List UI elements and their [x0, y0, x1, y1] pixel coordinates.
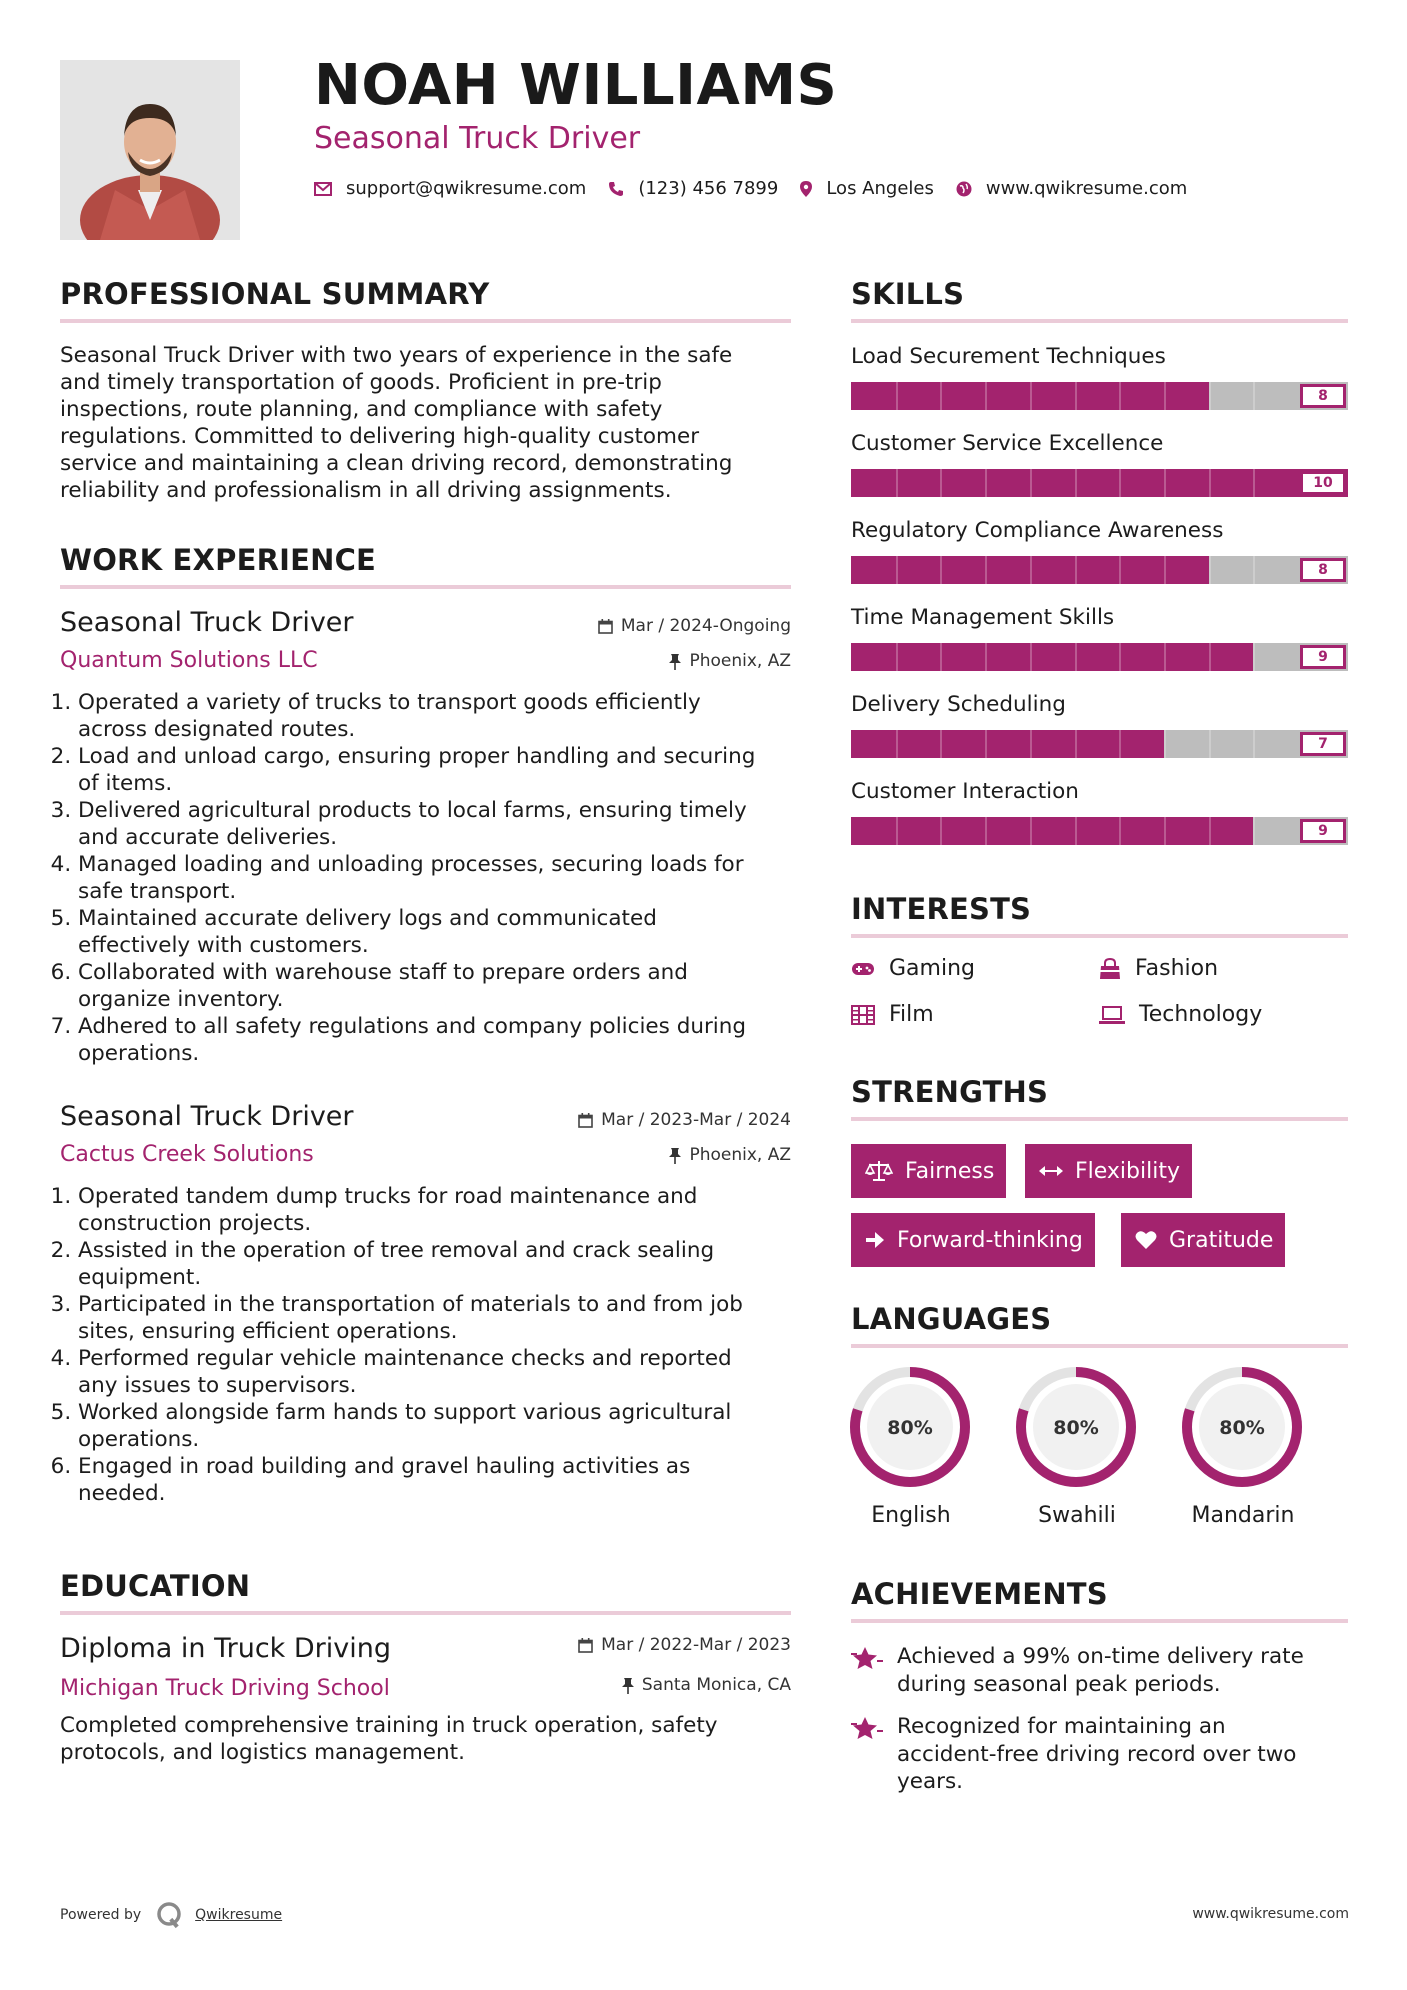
achievement-line: years. [897, 1769, 964, 1794]
interest-gaming [851, 956, 975, 981]
duty-line: 3. Delivered agricultural products to local farms, ensuring timely [78, 798, 747, 823]
brand-link[interactable]: Qwikresume [195, 1907, 283, 1923]
strength-label: Flexibility [1075, 1158, 1180, 1184]
skill-score: 8 [1300, 384, 1346, 408]
skill-score: 7 [1300, 732, 1346, 756]
summary-line: Seasonal Truck Driver with two years of experience in the safe [60, 343, 733, 368]
language-percent: 80% [1219, 1417, 1265, 1439]
skill-bar-segment [1030, 643, 1032, 671]
achievement-line: Achieved a 99% on-time delivery rate [897, 1644, 1304, 1669]
languages-heading: LANGUAGES [851, 1302, 1052, 1336]
duty-item [78, 689, 810, 743]
skill-bar-segment [1253, 382, 1255, 410]
skill-bar-segment [1119, 382, 1121, 410]
education-location [622, 1677, 791, 1694]
skill-label: Customer Service Excellence [851, 431, 1164, 456]
duty-item [78, 1291, 810, 1345]
skill-bar-segment [1075, 382, 1077, 410]
duty-line: needed. [78, 1481, 166, 1506]
contact-website[interactable] [956, 178, 1187, 199]
skill-bar-segment [896, 469, 898, 497]
duty-item [78, 1399, 810, 1453]
education-location-text: Santa Monica, CA [641, 1675, 791, 1695]
summary-divider [60, 319, 791, 323]
strength-label: Forward-thinking [897, 1227, 1083, 1253]
skill-bar-segment [1253, 730, 1255, 758]
phone-icon [608, 181, 624, 197]
education-divider [60, 1611, 791, 1615]
interest-fashion [1099, 956, 1218, 981]
skill-bar-segment [1209, 730, 1211, 758]
job-company: Quantum Solutions LLC [60, 648, 318, 673]
map-pin-icon [800, 181, 812, 197]
website-text: www.qwikresume.com [985, 178, 1188, 199]
skill-bar-segment [1119, 643, 1121, 671]
skill-bar-fill [851, 643, 1253, 671]
skill-bar-segment [1030, 382, 1032, 410]
strength-label: Gratitude [1169, 1227, 1274, 1253]
skill-bar-segment [896, 382, 898, 410]
education-degree: Diploma in Truck Driving [60, 1633, 392, 1664]
summary-line: service and maintaining a clean driving record, demonstrating [60, 451, 733, 476]
contact-location [800, 178, 934, 199]
skill-bar-segment [940, 469, 942, 497]
skill-bar-segment [1209, 382, 1211, 410]
duty-item [78, 851, 810, 905]
skill-bar-segment [1075, 643, 1077, 671]
duty-line: effectively with customers. [78, 933, 369, 958]
skill-bar-segment [940, 382, 942, 410]
duty-line: construction projects. [78, 1211, 312, 1236]
skill-bar-segment [1075, 556, 1077, 584]
strength-label: Fairness [905, 1158, 995, 1184]
job-location-text: Phoenix, AZ [689, 651, 791, 671]
skill-bar-segment [1209, 817, 1211, 845]
language-label: Swahili [1038, 1503, 1116, 1528]
job-title: Seasonal Truck Driver [60, 1101, 354, 1132]
duty-item [78, 1453, 810, 1507]
experience-divider [60, 585, 791, 589]
skill-bar-segment [985, 730, 987, 758]
education-dates [578, 1637, 791, 1654]
skill-bar-segment [1164, 469, 1166, 497]
skill-bar-segment [1119, 817, 1121, 845]
skill-bar [851, 817, 1348, 845]
gamepad-icon [851, 961, 875, 977]
email-text: support@qwikresume.com [346, 178, 587, 199]
skill-score: 10 [1300, 471, 1346, 495]
duty-line: 6. Collaborated with warehouse staff to prepare orders and [78, 960, 688, 985]
skill-bar-segment [1253, 469, 1255, 497]
skill-bar-segment [1075, 730, 1077, 758]
skill-bar-segment [985, 556, 987, 584]
skill-label: Load Securement Techniques [851, 344, 1166, 369]
duty-line: 5. Maintained accurate delivery logs and communicated [78, 906, 657, 931]
skill-bar-segment [985, 817, 987, 845]
skill-score: 8 [1300, 558, 1346, 582]
duty-item [78, 1013, 810, 1067]
duty-line: sites, ensuring efficient operations. [78, 1319, 458, 1344]
strength-fairness [851, 1144, 1006, 1198]
job-location [669, 653, 791, 670]
skills-divider [851, 319, 1348, 323]
duty-line: any issues to supervisors. [78, 1373, 357, 1398]
duty-line: 4. Managed loading and unloading processes, securing loads for [78, 852, 744, 877]
skill-bar-segment [896, 556, 898, 584]
summary-heading: PROFESSIONAL SUMMARY [60, 277, 490, 311]
job-duties-list [60, 689, 810, 1067]
interest-label: Technology [1139, 1002, 1263, 1027]
job-duties-list [60, 1183, 810, 1507]
achievement-line: accident-free driving record over two [897, 1741, 1297, 1767]
duty-line: 1. Operated tandem dump trucks for road maintenance and [78, 1184, 698, 1209]
location-text: Los Angeles [826, 178, 934, 199]
job-location [669, 1147, 791, 1164]
interests-divider [851, 934, 1348, 938]
interest-label: Fashion [1135, 956, 1219, 981]
qwikresume-logo-icon [155, 1900, 185, 1930]
language-rings [840, 1360, 1320, 1520]
language-percent: 80% [887, 1417, 933, 1439]
skill-bar-segment [1030, 469, 1032, 497]
skill-score: 9 [1300, 645, 1346, 669]
duty-line: safe transport. [78, 879, 237, 904]
skill-label: Customer Interaction [851, 779, 1079, 804]
laptop-icon [1099, 1006, 1125, 1024]
skill-bar-segment [1209, 643, 1211, 671]
education-line: protocols, and logistics management. [60, 1740, 465, 1765]
film-icon [851, 1005, 875, 1025]
phone-text: (123) 456 7899 [638, 178, 779, 199]
skill-bar-segment [985, 469, 987, 497]
job-company: Cactus Creek Solutions [60, 1142, 314, 1167]
skill-bar-segment [1164, 556, 1166, 584]
interest-label: Film [889, 1002, 934, 1027]
duty-line: equipment. [78, 1265, 202, 1290]
duty-item [78, 743, 810, 797]
skill-bar-segment [1164, 643, 1166, 671]
skill-bar-segment [1253, 643, 1255, 671]
duty-item [78, 905, 810, 959]
pushpin-icon [622, 1678, 634, 1694]
skill-bar-segment [1209, 556, 1211, 584]
footer-url[interactable]: www.qwikresume.com [1192, 1906, 1349, 1922]
strength-gratitude [1121, 1213, 1285, 1267]
skill-bar-segment [985, 382, 987, 410]
star-ribbon-icon [851, 1715, 883, 1743]
job-location-text: Phoenix, AZ [689, 1145, 791, 1165]
skill-bar-segment [940, 643, 942, 671]
skill-label: Regulatory Compliance Awareness [851, 518, 1224, 543]
summary-line: regulations. Committed to delivering high-quality customer [60, 424, 700, 449]
duty-item [78, 1237, 810, 1291]
skill-bar-segment [1030, 730, 1032, 758]
job-dates-text: Mar / 2024-Ongoing [620, 616, 791, 636]
skill-bar-segment [1030, 817, 1032, 845]
skill-bar-segment [1253, 817, 1255, 845]
heart-icon [1135, 1230, 1157, 1250]
languages-divider [851, 1344, 1348, 1348]
education-heading: EDUCATION [60, 1569, 251, 1603]
duty-line: operations. [78, 1041, 200, 1066]
language-label: English [871, 1503, 951, 1528]
skill-label: Time Management Skills [851, 605, 1115, 630]
candidate-role: Seasonal Truck Driver [314, 121, 641, 156]
interests-heading: INTERESTS [851, 892, 1032, 926]
duty-line: 7. Adhered to all safety regulations and company policies during [78, 1014, 747, 1039]
skill-bar-segment [1164, 730, 1166, 758]
skill-bar-segment [1119, 469, 1121, 497]
contact-bar [314, 178, 1209, 199]
duty-line: 2. Assisted in the operation of tree removal and crack sealing [78, 1238, 715, 1263]
experience-heading: WORK EXPERIENCE [60, 543, 377, 577]
achievement-line: Recognized for maintaining an [897, 1714, 1226, 1739]
achievement-line: during seasonal peak periods. [897, 1671, 1221, 1697]
skill-bar-segment [1075, 469, 1077, 497]
duty-line: of items. [78, 771, 173, 796]
contact-email[interactable] [314, 178, 586, 199]
job-dates-text: Mar / 2023-Mar / 2024 [601, 1110, 791, 1130]
duty-line: 6. Engaged in road building and gravel hauling activities as [78, 1454, 691, 1479]
calendar-icon [598, 619, 613, 634]
job-title: Seasonal Truck Driver [60, 607, 354, 638]
pushpin-icon [669, 1148, 681, 1164]
strength-forward-thinking [851, 1213, 1095, 1267]
star-ribbon-icon [851, 1645, 883, 1673]
language-label: Mandarin [1191, 1503, 1295, 1528]
skill-bar [851, 556, 1348, 584]
duty-item [78, 959, 810, 1013]
contact-phone[interactable] [608, 178, 778, 199]
summary-line: reliability and professionalism in all driving assignments. [60, 478, 672, 503]
duty-line: 3. Participated in the transportation of materials to and from job [78, 1292, 743, 1317]
skill-bar [851, 382, 1348, 410]
education-dates-text: Mar / 2022-Mar / 2023 [601, 1635, 791, 1655]
duty-line: 1. Operated a variety of trucks to transport goods efficiently [78, 690, 701, 715]
duty-line: 4. Performed regular vehicle maintenance checks and reported [78, 1346, 732, 1371]
interest-label: Gaming [889, 956, 975, 981]
skill-bar-fill [851, 817, 1253, 845]
skill-bar [851, 643, 1348, 671]
skill-bar-segment [896, 643, 898, 671]
duty-item [78, 1183, 810, 1237]
strengths-divider [851, 1117, 1348, 1121]
skill-bar-segment [896, 730, 898, 758]
shopping-bag-icon [1099, 958, 1121, 980]
skill-bar-segment [940, 730, 942, 758]
achievements-heading: ACHIEVEMENTS [851, 1577, 1108, 1611]
arrows-horizontal-icon [1039, 1164, 1063, 1178]
skill-bar-segment [1253, 556, 1255, 584]
arrow-right-icon [865, 1231, 885, 1249]
skill-score: 9 [1300, 819, 1346, 843]
skill-bar-segment [940, 817, 942, 845]
summary-text [60, 342, 800, 504]
pushpin-icon [669, 654, 681, 670]
duty-line: across designated routes. [78, 717, 356, 742]
duty-line: 2. Load and unload cargo, ensuring proper handling and securing [78, 744, 756, 769]
summary-line: and timely transportation of goods. Proficient in pre-trip [60, 370, 662, 395]
skills-heading: SKILLS [851, 277, 965, 311]
education-description [60, 1712, 800, 1766]
education-school: Michigan Truck Driving School [60, 1676, 390, 1701]
job-dates [578, 1112, 791, 1129]
envelope-icon [314, 182, 332, 196]
skill-bar-fill [851, 469, 1348, 497]
duty-line: organize inventory. [78, 987, 284, 1012]
skill-bar-segment [1119, 730, 1121, 758]
footer-powered-by [60, 1900, 282, 1930]
powered-by-text: Powered by [60, 1907, 142, 1923]
candidate-name: NOAH WILLIAMS [314, 53, 838, 118]
skill-label: Delivery Scheduling [851, 692, 1066, 717]
globe-icon [956, 181, 972, 197]
education-line: Completed comprehensive training in truck operation, safety [60, 1713, 718, 1738]
duty-item [78, 1345, 810, 1399]
skill-bar [851, 730, 1348, 758]
strength-flexibility [1025, 1144, 1192, 1198]
calendar-icon [578, 1113, 593, 1128]
profile-photo [60, 60, 240, 240]
calendar-icon [578, 1638, 593, 1653]
summary-line: inspections, route planning, and compliance with safety [60, 397, 663, 422]
skill-bar-segment [1119, 556, 1121, 584]
duty-line: 5. Worked alongside farm hands to support various agricultural [78, 1400, 732, 1425]
balance-scale-icon [865, 1160, 893, 1182]
job-dates [598, 618, 791, 635]
skill-bar-segment [940, 556, 942, 584]
skill-bar-segment [1164, 382, 1166, 410]
duty-line: operations. [78, 1427, 200, 1452]
skill-bar-segment [1209, 469, 1211, 497]
skill-bar-segment [1030, 556, 1032, 584]
skill-bar-segment [985, 643, 987, 671]
interest-technology [1099, 1002, 1262, 1027]
language-percent: 80% [1053, 1417, 1099, 1439]
skill-bar-segment [896, 817, 898, 845]
strengths-heading: STRENGTHS [851, 1075, 1049, 1109]
achievement-item [851, 1643, 1304, 1698]
duty-line: and accurate deliveries. [78, 825, 338, 850]
duty-item [78, 797, 810, 851]
skill-bar-segment [1075, 817, 1077, 845]
skill-bar-segment [1164, 817, 1166, 845]
interest-film [851, 1002, 934, 1027]
achievement-item [851, 1713, 1296, 1796]
skill-bar [851, 469, 1348, 497]
achievements-divider [851, 1619, 1348, 1623]
